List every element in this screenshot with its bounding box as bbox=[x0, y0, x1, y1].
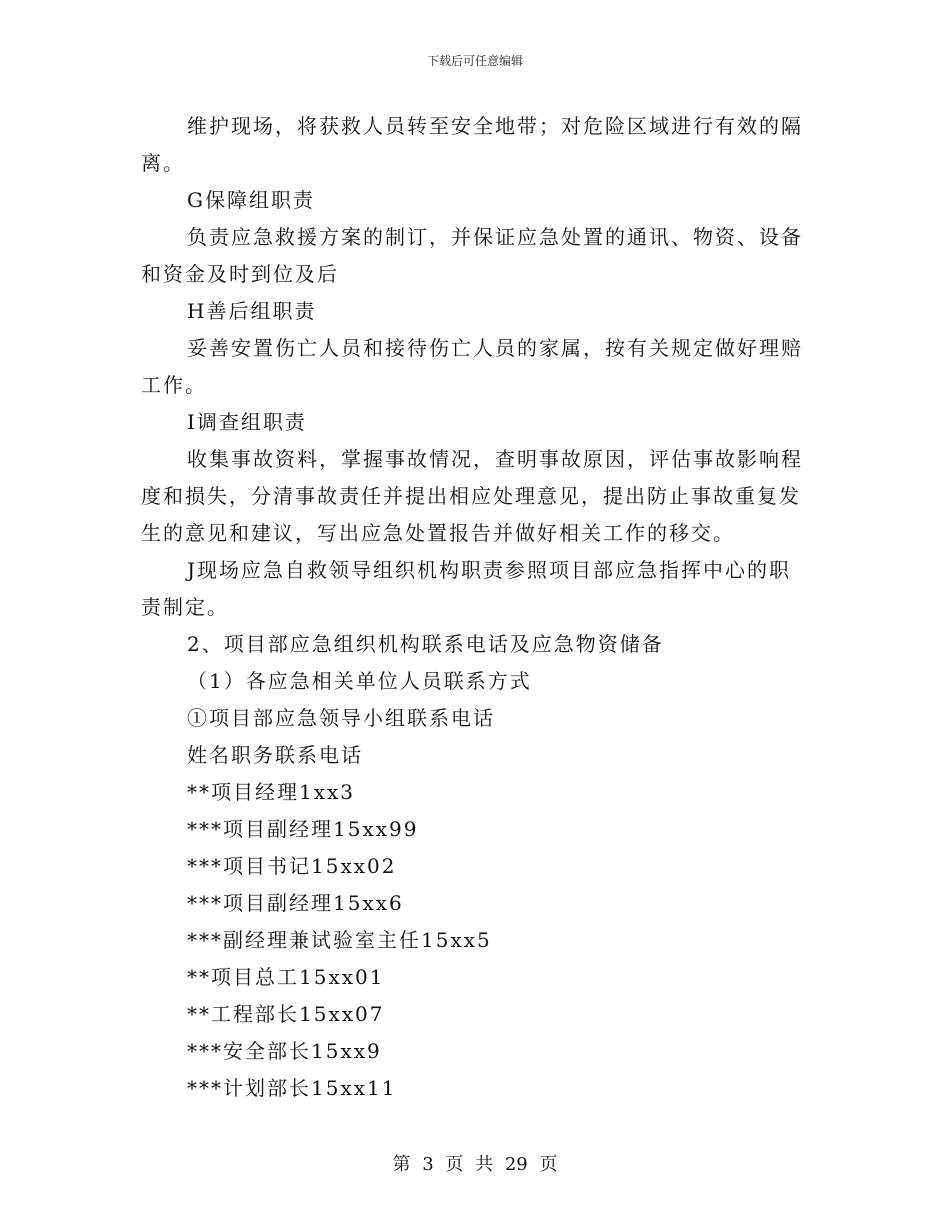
contact-row: **工程部长15xx07 bbox=[187, 1002, 385, 1026]
section-heading-h: H善后组职责 bbox=[187, 299, 317, 323]
contact-row: **项目经理1xx3 bbox=[187, 780, 356, 804]
section-heading-g: G保障组职责 bbox=[187, 188, 315, 212]
contact-table-header: 姓名职务联系电话 bbox=[187, 743, 363, 767]
paragraph: 负责应急救援方案的制订，并保证应急处置的通讯、物资、设备和资金及时到位及后 bbox=[141, 225, 803, 286]
contact-row: ***项目副经理15xx6 bbox=[187, 891, 404, 915]
contact-row: **项目总工15xx01 bbox=[187, 965, 385, 989]
document-body bbox=[141, 108, 811, 1107]
page-number: 第 3 页 共 29 页 bbox=[392, 1154, 558, 1175]
subsection-heading-1: （1）各应急相关单位人员联系方式 bbox=[187, 669, 532, 693]
paragraph: 维护现场，将获救人员转至安全地带；对危险区域进行有效的隔离。 bbox=[141, 114, 803, 175]
section-heading-i: I调查组职责 bbox=[187, 410, 307, 434]
section-heading-2: 2、项目部应急组织机构联系电话及应急物资储备 bbox=[187, 632, 664, 656]
contact-row: ***项目书记15xx02 bbox=[187, 854, 397, 878]
paragraph: 收集事故资料，掌握事故情况，查明事故原因，评估事故影响程度和损失，分清事故责任并提出相应处理意见，提出防止事故重复发生的意见和建议，写出应急处置报告并做好相关工作的移交。 bbox=[141, 447, 803, 545]
contact-row: ***安全部长15xx9 bbox=[187, 1039, 382, 1063]
contact-row: ***副经理兼试验室主任15xx5 bbox=[187, 928, 492, 952]
contact-row: ***项目副经理15xx99 bbox=[187, 817, 419, 841]
contact-row: ***计划部长15xx11 bbox=[187, 1076, 397, 1100]
list-heading: ①项目部应急领导小组联系电话 bbox=[187, 706, 495, 730]
paragraph: J现场应急自救领导组织机构职责参照项目部应急指挥中心的职责制定。 bbox=[141, 558, 792, 619]
page-header: 下载后可任意编辑 bbox=[426, 54, 523, 68]
paragraph: 妥善安置伤亡人员和接待伤亡人员的家属，按有关规定做好理赔工作。 bbox=[141, 336, 803, 397]
